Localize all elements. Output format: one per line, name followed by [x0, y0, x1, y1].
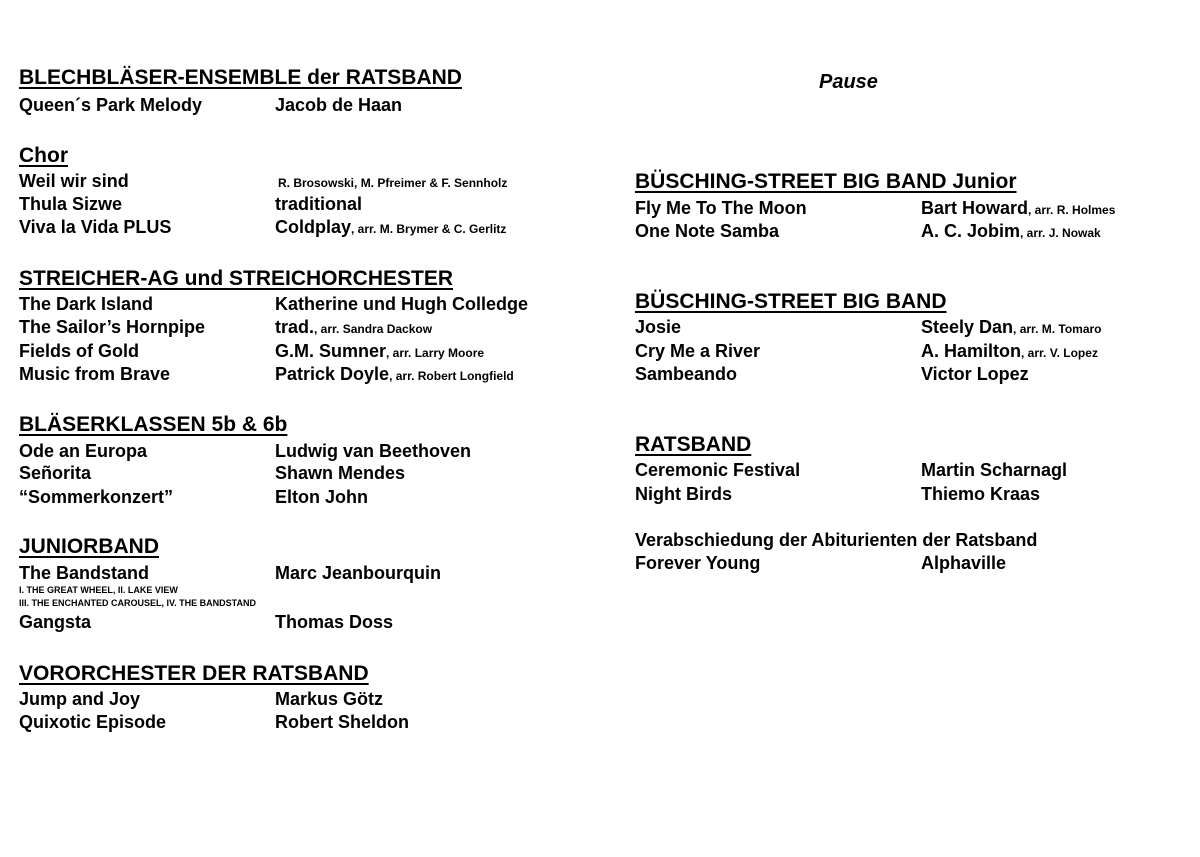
piece-title: Queen´s Park Melody	[19, 95, 203, 115]
piece-arranger: , arr. M. Tomaro	[1013, 322, 1102, 336]
piece-arranger: , arr. R. Holmes	[1028, 203, 1116, 217]
piece-arranger: , arr. V. Lopez	[1021, 346, 1098, 360]
movement-list: III. THE ENCHANTED CAROUSEL, IV. THE BANDSTAND	[19, 598, 257, 608]
piece-credit	[275, 217, 506, 238]
piece-composer: Marc Jeanbourquin	[275, 563, 442, 583]
piece-composer: Steely Dan	[921, 317, 1014, 337]
piece-title: Josie	[635, 317, 682, 337]
piece-title: Night Birds	[635, 484, 732, 504]
piece-composer: Robert Sheldon	[275, 712, 409, 732]
piece-credit	[921, 341, 1098, 362]
piece-composer: Jacob de Haan	[275, 95, 403, 115]
piece-arranger: , arr. Sandra Dackow	[314, 322, 433, 336]
piece-credit	[275, 317, 432, 338]
section-heading-brass-ensemble: BLECHBLÄSER-ENSEMBLE der RATSBAND	[19, 66, 462, 89]
piece-composer: Bart Howard	[921, 198, 1029, 218]
piece-composer: Thiemo Kraas	[921, 484, 1041, 504]
piece-arranger: , arr. Larry Moore	[386, 346, 485, 360]
piece-credit	[921, 317, 1102, 338]
piece-composer: Thomas Doss	[275, 612, 394, 632]
section-heading-bigband-junior: BÜSCHING-STREET BIG BAND Junior	[635, 170, 1017, 193]
piece-credit	[275, 341, 484, 362]
piece-title: Cry Me a River	[635, 341, 761, 361]
piece-title: Gangsta	[19, 612, 92, 632]
piece-composer: R. Brosowski, M. Pfreimer & F. Sennholz	[278, 176, 508, 190]
section-heading-strings: STREICHER-AG und STREICHORCHESTER	[19, 267, 454, 290]
piece-credit	[921, 198, 1115, 219]
piece-arranger: , arr. Robert Longfield	[389, 369, 514, 383]
piece-arranger: , arr. M. Brymer & C. Gerlitz	[351, 222, 507, 236]
piece-composer: traditional	[275, 194, 363, 214]
piece-title: Jump and Joy	[19, 689, 141, 709]
piece-composer: Ludwig van Beethoven	[275, 441, 472, 461]
piece-title: Viva la Vida PLUS	[19, 217, 172, 237]
section-heading-juniorband: JUNIORBAND	[19, 535, 160, 558]
piece-composer: A. C. Jobim	[921, 221, 1021, 241]
movement-list: I. THE GREAT WHEEL, II. LAKE VIEW	[19, 585, 178, 595]
piece-composer: Elton John	[275, 487, 368, 507]
piece-composer: Markus Götz	[275, 689, 384, 709]
section-heading-wind-classes: BLÄSERKLASSEN 5b & 6b	[19, 413, 288, 436]
piece-composer: Martin Scharnagl	[921, 460, 1068, 480]
piece-composer: Katherine und Hugh Colledge	[275, 294, 529, 314]
farewell-heading: Verabschiedung der Abiturienten der Ratsband	[635, 530, 1038, 550]
piece-composer: Alphaville	[921, 553, 1007, 573]
piece-composer: A. Hamilton	[921, 341, 1022, 361]
piece-composer: Coldplay	[275, 217, 352, 237]
piece-arranger: , arr. J. Nowak	[1020, 226, 1101, 240]
pause-label: Pause	[819, 71, 878, 93]
piece-title: Forever Young	[635, 553, 761, 573]
piece-composer: Shawn Mendes	[275, 463, 406, 483]
piece-title: Sambeando	[635, 364, 738, 384]
piece-credit	[275, 364, 514, 385]
piece-title: The Bandstand	[19, 563, 150, 583]
piece-title: Quixotic Episode	[19, 712, 167, 732]
piece-title: The Dark Island	[19, 294, 154, 314]
piece-composer: Patrick Doyle	[275, 364, 390, 384]
section-heading-pre-orchestra: VORORCHESTER DER RATSBAND	[19, 662, 369, 685]
piece-title: Fly Me To The Moon	[635, 198, 807, 218]
piece-composer: trad.	[275, 317, 315, 337]
piece-title: One Note Samba	[635, 221, 780, 241]
section-heading-ratsband: RATSBAND	[635, 433, 752, 456]
piece-credit	[921, 221, 1101, 242]
section-heading-bigband: BÜSCHING-STREET BIG BAND	[635, 290, 947, 313]
piece-title: Ode an Europa	[19, 441, 148, 461]
piece-title: The Sailor’s Hornpipe	[19, 317, 206, 337]
piece-title: Music from Brave	[19, 364, 171, 384]
piece-title: Fields of Gold	[19, 341, 139, 361]
piece-title: Ceremonic Festival	[635, 460, 801, 480]
piece-title: Thula Sizwe	[19, 194, 123, 214]
piece-title: “Sommerkonzert”	[19, 487, 174, 507]
piece-title: Señorita	[19, 463, 92, 483]
piece-composer: G.M. Sumner	[275, 341, 387, 361]
piece-composer: Victor Lopez	[921, 364, 1029, 384]
piece-title: Weil wir sind	[19, 171, 129, 191]
section-heading-choir: Chor	[19, 144, 68, 167]
